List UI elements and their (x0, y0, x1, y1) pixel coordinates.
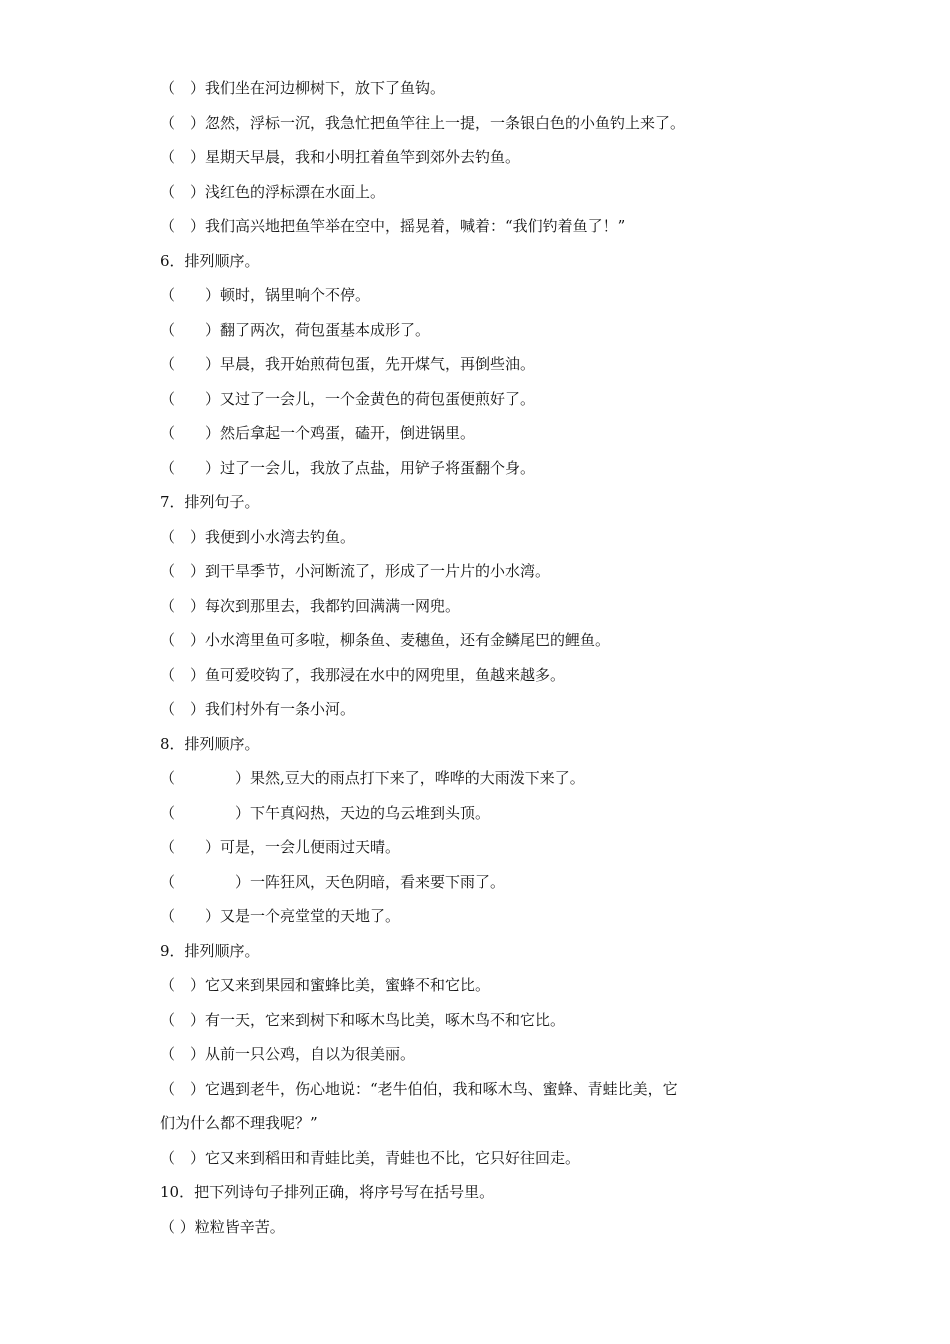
q6-item-6: （ ）过了一会儿，我放了点盐，用铲子将蛋翻个身。 (160, 459, 536, 477)
q8-item-5: （ ）又是一个亮堂堂的天地了。 (160, 907, 401, 925)
q8-item-1: （ ）果然,豆大的雨点打下来了，哗哗的大雨泼下来了。 (160, 769, 585, 787)
q7-item-5: （ ）鱼可爱咬钩了，我那浸在水中的网兜里，鱼越来越多。 (160, 666, 566, 684)
q10-item-1: （ ）粒粒皆辛苦。 (160, 1218, 285, 1236)
q9-title: 9．排列顺序。 (160, 942, 260, 960)
q7-item-6: （ ）我们村外有一条小河。 (160, 700, 356, 718)
q9-item-3: （ ）从前一只公鸡，自以为很美丽。 (160, 1045, 416, 1063)
q7-item-3: （ ）每次到那里去，我都钓回满满一网兜。 (160, 597, 461, 615)
q6-title: 6．排列顺序。 (160, 252, 260, 270)
q8-item-4: （ ）一阵狂风，天色阴暗，看来要下雨了。 (160, 873, 506, 891)
q7-item-4: （ ）小水湾里鱼可多啦，柳条鱼、麦穗鱼，还有金鳞尾巴的鲤鱼。 (160, 631, 611, 649)
q9-item-5: （ ）它又来到稻田和青蛙比美，青蛙也不比，它只好往回走。 (160, 1149, 581, 1167)
q8-item-3: （ ）可是，一会儿便雨过天晴。 (160, 838, 401, 856)
prev-item-4: （ ）浅红色的浮标漂在水面上。 (160, 183, 386, 201)
q9-item-1: （ ）它又来到果园和蜜蜂比美，蜜蜂不和它比。 (160, 976, 491, 994)
q6-item-1: （ ）顿时，锅里响个不停。 (160, 286, 371, 304)
q10-title: 10．把下列诗句子排列正确，将序号写在括号里。 (160, 1183, 495, 1201)
prev-item-5: （ ）我们高兴地把鱼竿举在空中，摇晃着，喊着：“我们钓着鱼了！” (160, 217, 626, 235)
q9-item-4: （ ）它遇到老牛，伤心地说：“老牛伯伯，我和啄木鸟、蜜蜂、青蛙比美，它 (160, 1080, 678, 1098)
q7-item-2: （ ）到干旱季节，小河断流了，形成了一片片的小水湾。 (160, 562, 551, 580)
q8-title: 8．排列顺序。 (160, 735, 260, 753)
q6-item-4: （ ）又过了一会儿，一个金黄色的荷包蛋便煎好了。 (160, 390, 536, 408)
prev-item-3: （ ）星期天早晨，我和小明扛着鱼竿到郊外去钓鱼。 (160, 148, 521, 166)
q6-item-5: （ ）然后拿起一个鸡蛋，磕开，倒进锅里。 (160, 424, 476, 442)
q9-item-4-cont: 们为什么都不理我呢？” (160, 1114, 318, 1132)
prev-item-1: （ ）我们坐在河边柳树下，放下了鱼钩。 (160, 79, 446, 97)
q8-item-2: （ ）下午真闷热，天边的乌云堆到头顶。 (160, 804, 491, 822)
prev-item-2: （ ）忽然，浮标一沉，我急忙把鱼竿往上一提，一条银白色的小鱼钓上来了。 (160, 114, 686, 132)
q9-item-2: （ ）有一天，它来到树下和啄木鸟比美，啄木鸟不和它比。 (160, 1011, 566, 1029)
q7-title: 7．排列句子。 (160, 493, 260, 511)
q7-item-1: （ ）我便到小水湾去钓鱼。 (160, 528, 356, 546)
q6-item-3: （ ）早晨，我开始煎荷包蛋，先开煤气，再倒些油。 (160, 355, 536, 373)
q6-item-2: （ ）翻了两次，荷包蛋基本成形了。 (160, 321, 431, 339)
